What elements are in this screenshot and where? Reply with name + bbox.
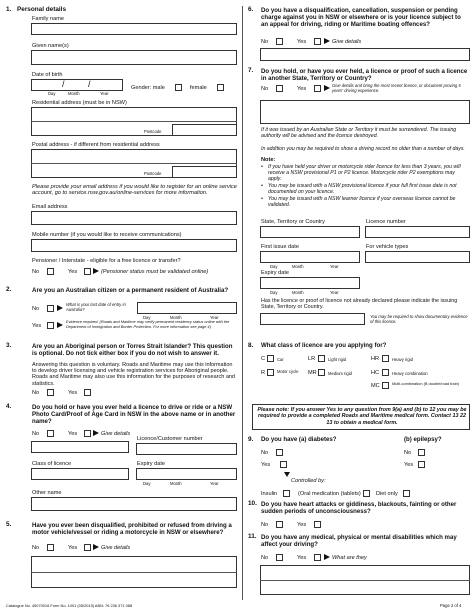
yes-label: Yes [32, 323, 42, 329]
gender-label: Gender: male [131, 85, 165, 91]
section-number: 8. [248, 342, 254, 349]
section-title: Do you have heart attacks or giddiness, blackouts, fainting or other sudden periods of unconsciousness? [261, 501, 457, 515]
residential-address-label: Residential address (must be in NSW) [32, 100, 127, 106]
section-number: 11. [248, 533, 257, 540]
undeclared-note: You may be required to show documentary evidence of this licence. [370, 314, 468, 324]
no-label: No [261, 86, 269, 92]
section-title: Personal details [17, 6, 67, 13]
class-code-hr: HR [371, 356, 380, 362]
yes-label: Yes [297, 522, 307, 528]
class-code-mc: MC [371, 383, 380, 389]
section-number: 6. [248, 6, 254, 13]
insulin-checkbox[interactable] [283, 490, 290, 497]
expiry-field[interactable] [136, 468, 237, 480]
class-field[interactable] [31, 468, 129, 480]
diabetes-question: Do you have (a) diabetes? [261, 436, 337, 443]
yes-label: Yes [297, 86, 307, 92]
footer-catalogue: Catalogue No. 45070016 Form No. 1001 (05/2015) ABN: 76 236 371 088 [6, 603, 133, 608]
expiry-label: Expiry date [261, 270, 289, 276]
pending-no-checkbox[interactable] [276, 38, 283, 45]
diabetes-no-checkbox[interactable] [276, 449, 283, 456]
no-label: No [261, 450, 269, 456]
entry-date-field[interactable] [137, 302, 237, 314]
arrow-right-icon [324, 554, 330, 560]
what-are-they-label: What are they [332, 555, 367, 561]
class-label-c: Car [277, 357, 284, 362]
section-number: 3. [6, 342, 12, 349]
month-label: Month [68, 91, 80, 96]
class-c-checkbox[interactable] [267, 355, 274, 362]
give-details-label: Give details [101, 545, 131, 551]
pending-yes-checkbox[interactable] [314, 38, 321, 45]
entry-date-note: What is your last date of entry in Australia? [66, 302, 126, 312]
gender-male-checkbox[interactable] [175, 84, 182, 91]
licence-number-label: Licence/Customer number [137, 436, 203, 442]
pensioner-no-checkbox[interactable] [47, 268, 54, 275]
class-label-hr: Heavy rigid [392, 357, 413, 362]
given-names-field[interactable] [31, 50, 237, 65]
class-label-hc: Heavy combination [392, 371, 428, 376]
epilepsy-no-checkbox[interactable] [418, 449, 425, 456]
disability-yes-checkbox[interactable] [314, 554, 321, 561]
arrow-right-icon [324, 85, 330, 91]
gender-female-checkbox[interactable] [217, 84, 224, 91]
vehicle-types-label: For vehicle types [366, 244, 409, 250]
give-details-label: Give details [101, 431, 131, 437]
section-title: Are you an Australian citizen or a permanent resident of Australia? [32, 287, 229, 294]
class-label-lr: Light rigid [328, 357, 347, 362]
given-names-label: Given name(s) [32, 43, 69, 49]
section-number: 4. [6, 403, 12, 410]
no-label: No [32, 390, 40, 396]
epilepsy-question: (b) epilepsy? [404, 436, 442, 443]
expiry-field[interactable] [260, 277, 360, 289]
section-title: Do you hold or have you ever held a licence to drive or ride or a NSW Photo Card/Proof of Age Card in NSW in the above name or in another name? [32, 404, 236, 425]
class-label-r: Motor cycle [277, 369, 299, 374]
dob-field[interactable] [31, 79, 123, 91]
evidence-note: Evidence required. (Roads and Maritime may verify permanent residency status online with the Department of Immigration and Border Protection. For more information see page 4) [66, 319, 230, 329]
epilepsy-yes-checkbox[interactable] [418, 461, 425, 468]
class-code-r: R [261, 370, 266, 376]
email-note: Please provide your email address if you would like to register for an online service account, go to service.nsw.gov.au/online-services for more information. [32, 184, 237, 197]
section-title: Are you an Aboriginal person or Torres Strait Islander? This question is optional. Do not tick either box if you do not wish to answer it. [32, 343, 233, 357]
email-label: Email address [32, 204, 68, 210]
section-number: 9. [248, 436, 254, 443]
section-title: What class of licence are you applying for? [261, 342, 387, 349]
email-field[interactable] [31, 211, 237, 225]
day-label: Day [270, 264, 278, 269]
year-label: Year [210, 315, 219, 320]
section-title: Do you hold, or have you ever held, a licence or proof of such a licence in another State, Territory or Country? [261, 68, 468, 82]
surrender-note: If it was issued by an Australian State or Territory it must be surrendered. The issuing authority will be advised and the licence destroyed. [261, 127, 457, 139]
licence-held-no-checkbox[interactable] [47, 430, 54, 437]
class-r-checkbox[interactable] [267, 369, 274, 376]
bullet-icon: • [261, 164, 263, 170]
family-name-label: Family name [32, 16, 65, 22]
pensioner-note: (Pensioner status must be validated online) [101, 269, 209, 275]
day-label: Day [143, 315, 151, 320]
undeclared-field[interactable] [260, 313, 365, 325]
pensioner-question: Pensioner / Interstate - eligible for a free licence or transfer? [32, 258, 181, 264]
arrow-right-icon [93, 268, 99, 274]
date-separator: / [88, 79, 91, 89]
controlled-by-label: Controlled by: [291, 478, 326, 484]
no-label: No [261, 522, 269, 528]
page-number: Page 2 of 4 [440, 603, 462, 608]
heart-yes-checkbox[interactable] [314, 521, 321, 528]
other-name-label: Other name [32, 490, 62, 496]
section-number: 10. [248, 500, 257, 507]
day-label: Day [48, 91, 56, 96]
class-code-c: C [261, 356, 266, 362]
dob-label: Date of birth [32, 72, 63, 78]
licence-number-label: Licence number [366, 219, 406, 225]
other-licence-yes-checkbox[interactable] [314, 85, 321, 92]
section-number: 5. [6, 521, 12, 528]
licence-name-field[interactable] [31, 441, 129, 453]
heart-no-checkbox[interactable] [276, 521, 283, 528]
no-label: No [261, 555, 269, 561]
class-label-mr: Medium rigid [328, 371, 352, 376]
section-title: Do you have any medical, physical or mental disabilities which may affect your driving? [261, 534, 457, 548]
section-title: Have you ever been disqualified, prohibited or refused from driving a motor vehicle/vessel or riding a motorcycle in NSW or elsewhere? [32, 522, 232, 536]
other-licence-details-field[interactable] [260, 100, 470, 124]
state-label: State, Territory or Country [261, 219, 325, 225]
yes-note: Give details and bring the most recent licence, or document proving 5 years' driving experience. [332, 83, 461, 93]
arrow-right-icon [57, 322, 63, 328]
disability-no-checkbox[interactable] [276, 554, 283, 561]
bullet-icon: • [261, 196, 263, 202]
section-number: 1. [6, 6, 12, 13]
month-label: Month [292, 264, 304, 269]
note-bullet-3: You may be issued with a NSW learner licence if your overseas licence cannot be validated. [268, 196, 456, 208]
field-divider [31, 163, 237, 164]
no-label: No [32, 545, 40, 551]
other-licence-no-checkbox[interactable] [276, 85, 283, 92]
oral-medication-checkbox[interactable] [363, 490, 370, 497]
class-code-hc: HC [371, 370, 380, 376]
yes-label: Yes [68, 390, 78, 396]
disqualified-yes-checkbox[interactable] [84, 544, 91, 551]
section-number: 7. [248, 67, 254, 74]
arrow-right-icon [324, 38, 330, 44]
date-separator: / [62, 79, 65, 89]
postal-postcode-field[interactable] [172, 166, 237, 178]
postal-address-label: Postal address - if different from residential address [32, 142, 160, 148]
residential-postcode-field[interactable] [172, 124, 237, 136]
other-name-field[interactable] [31, 497, 237, 511]
class-code-lr: LR [308, 356, 316, 362]
no-label: No [404, 450, 412, 456]
first-issue-label: First issue date [261, 244, 299, 250]
arrow-right-icon [93, 430, 99, 436]
pending-details-field[interactable] [260, 48, 470, 61]
month-label: Month [292, 290, 304, 295]
year-label: Year [210, 481, 219, 486]
note-bullet-2: You may be issued with a NSW provisional licence if your full first issue date is not documented on your licence. [268, 183, 457, 195]
year-label: Year [330, 290, 339, 295]
medical-notice: Please note: If you answer Yes to any question from 9(a) and (b) to 12 you may be required to provide a completed Roads and Maritime medical form. Contact 13 22 13 to obtain a medical form. [257, 407, 467, 426]
class-mr-checkbox[interactable] [318, 369, 325, 376]
expiry-label: Expiry date [137, 461, 165, 467]
class-mc-checkbox[interactable] [382, 382, 389, 389]
no-label: No [32, 269, 40, 275]
undeclared-text: Has the licence or proof of licence not already declared please indicate the issuing State, Territory or Country. [261, 298, 458, 311]
yes-label: Yes [68, 545, 78, 551]
yes-label: Yes [68, 431, 78, 437]
postcode-label: Postcode [144, 171, 162, 176]
yes-label: Yes [68, 269, 78, 275]
section-number: 2. [6, 286, 12, 293]
class-label-mc: Multi-combination (B double/road train) [392, 381, 460, 386]
field-divider [31, 121, 237, 122]
column-divider [242, 6, 243, 600]
give-details-label: Give details [332, 39, 362, 45]
licence-held-yes-checkbox[interactable] [84, 430, 91, 437]
yes-label: Yes [261, 462, 271, 468]
citizen-no-checkbox[interactable] [47, 305, 54, 312]
insulin-label: Insulin [261, 491, 278, 497]
section-title: Do you have a disqualification, cancellation, suspension or pending charge against you in NSW or elsewhere or is your licence subject to an appeal for driving, riding or Maritime boating offences? [261, 7, 461, 28]
month-label: Month [170, 481, 182, 486]
section-body: Answering this question is voluntary. Roads and Maritime may use this information to develop driver licensing and vehicle registration services for Aboriginal people. Roads and Maritime may also use this information for the purposes of research and statistics. [32, 362, 235, 387]
note-bullet-1: If you have held your driver or motorcycle rider licence for less than 3 years, you will receive a NSW provisional P1 or P2 licence. Motorcycle rider P2 exemptions may apply. [268, 164, 461, 182]
driving-record-note: In addition you may be required to show a driving record no older than a number of days. [261, 146, 465, 152]
oral-medication-label: (Oral medication (tablets) [298, 491, 361, 497]
vehicle-types-field[interactable] [365, 251, 470, 263]
mobile-field[interactable] [31, 239, 237, 252]
year-label: Year [330, 264, 339, 269]
no-label: No [261, 39, 269, 45]
class-code-mr: MR [308, 370, 317, 376]
field-divider [31, 572, 237, 573]
month-label: Month [170, 315, 182, 320]
bullet-icon: • [261, 183, 263, 189]
arrow-right-icon [57, 305, 63, 311]
aboriginal-yes-checkbox[interactable] [84, 389, 91, 396]
diabetes-yes-checkbox[interactable] [280, 461, 287, 468]
yes-label: Yes [404, 462, 414, 468]
pensioner-yes-checkbox[interactable] [84, 268, 91, 275]
no-label: No [32, 431, 40, 437]
field-divider [260, 580, 470, 581]
class-hr-checkbox[interactable] [382, 355, 389, 362]
arrow-down-icon [284, 472, 290, 477]
family-name-field[interactable] [31, 23, 237, 35]
mobile-label: Mobile number (if you would like to receive communications) [32, 232, 182, 238]
year-label: Year [100, 91, 109, 96]
aboriginal-no-checkbox[interactable] [47, 389, 54, 396]
female-label: female [190, 85, 207, 91]
class-lr-checkbox[interactable] [318, 355, 325, 362]
no-label: No [32, 306, 40, 312]
diet-only-checkbox[interactable] [403, 490, 410, 497]
note-heading: Note: [261, 157, 276, 163]
day-label: Day [143, 481, 151, 486]
first-issue-field[interactable] [260, 251, 360, 263]
licence-number-field[interactable] [136, 443, 237, 455]
class-hc-checkbox[interactable] [382, 369, 389, 376]
licence-number-field[interactable] [365, 226, 470, 238]
state-field[interactable] [260, 226, 360, 238]
yes-label: Yes [297, 39, 307, 45]
disqualified-no-checkbox[interactable] [47, 544, 54, 551]
arrow-right-icon [93, 544, 99, 550]
day-label: Day [270, 290, 278, 295]
diet-only-label: Diet only [376, 491, 398, 497]
yes-label: Yes [297, 555, 307, 561]
class-label: Class of licence [32, 461, 72, 467]
postcode-label: Postcode [144, 129, 162, 134]
citizen-yes-checkbox[interactable] [47, 322, 54, 329]
